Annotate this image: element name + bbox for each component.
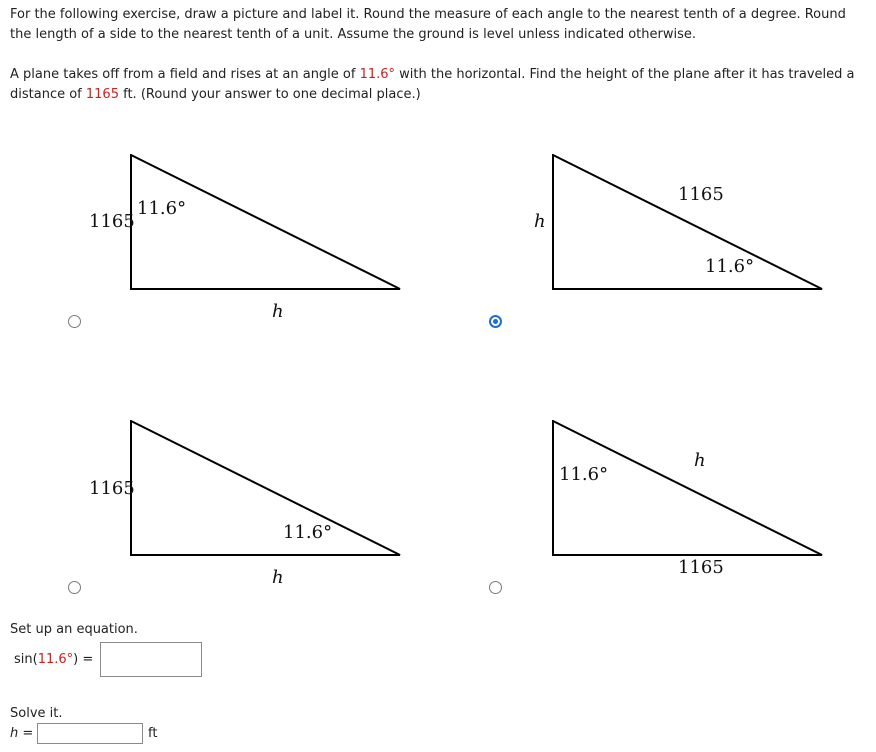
option-d-side-label: 1165	[678, 557, 724, 578]
problem-angle: 11.6°	[359, 67, 396, 82]
option-c-angle-label: 11.6°	[283, 522, 333, 543]
option-c-var-label: h	[272, 567, 284, 588]
option-a-side-label: 1165	[89, 211, 135, 232]
equation-prompt: Set up an equation.	[10, 622, 138, 637]
equation-lhs-suffix: ) =	[73, 652, 94, 667]
option-d-var-label: h	[694, 450, 706, 471]
solve-prompt: Solve it.	[10, 706, 63, 721]
problem-text-end: ft. (Round your answer to one decimal place.)	[118, 87, 421, 102]
equation-input[interactable]	[100, 642, 202, 677]
solve-unit: ft	[148, 726, 158, 741]
option-a-radio[interactable]	[68, 315, 81, 328]
option-c-radio[interactable]	[68, 581, 81, 594]
option-a-var-label: h	[272, 301, 284, 322]
option-d-angle-label: 11.6°	[559, 464, 609, 485]
solve-lhs	[10, 726, 33, 741]
option-b-angle-label: 11.6°	[705, 256, 755, 277]
option-b-triangle	[552, 154, 824, 291]
option-a-triangle	[130, 154, 402, 291]
problem-text-start: A plane takes off from a field and rises at an angle of	[10, 67, 360, 82]
option-c-triangle	[130, 420, 402, 557]
option-a-angle-label: 11.6°	[137, 198, 187, 219]
option-b-var-label: h	[534, 211, 546, 232]
option-d-triangle	[552, 420, 824, 557]
problem-text-mid: with the horizontal. Find the height of the plane after it has traveled a distance of	[10, 67, 855, 102]
solve-var: h	[10, 726, 19, 741]
solve-input[interactable]	[37, 723, 143, 744]
problem-distance: 1165	[85, 87, 119, 102]
option-b-radio[interactable]	[489, 315, 502, 328]
instructions-text: For the following exercise, draw a picture and label it. Round the measure of each angle to the nearest tenth of a degree. Round the length of a side to the nearest tenth of a unit. Assume the ground is level unless indicated otherwise.	[10, 7, 846, 42]
equation-lhs-prefix: sin(	[14, 652, 38, 667]
option-c-side-label: 1165	[89, 478, 135, 499]
option-b-side-label: 1165	[678, 184, 724, 205]
option-d-radio[interactable]	[489, 581, 502, 594]
problem-text	[10, 65, 868, 105]
equation-angle: 11.6°	[37, 652, 74, 667]
solve-equals: =	[18, 726, 34, 741]
equation-lhs	[14, 652, 93, 667]
